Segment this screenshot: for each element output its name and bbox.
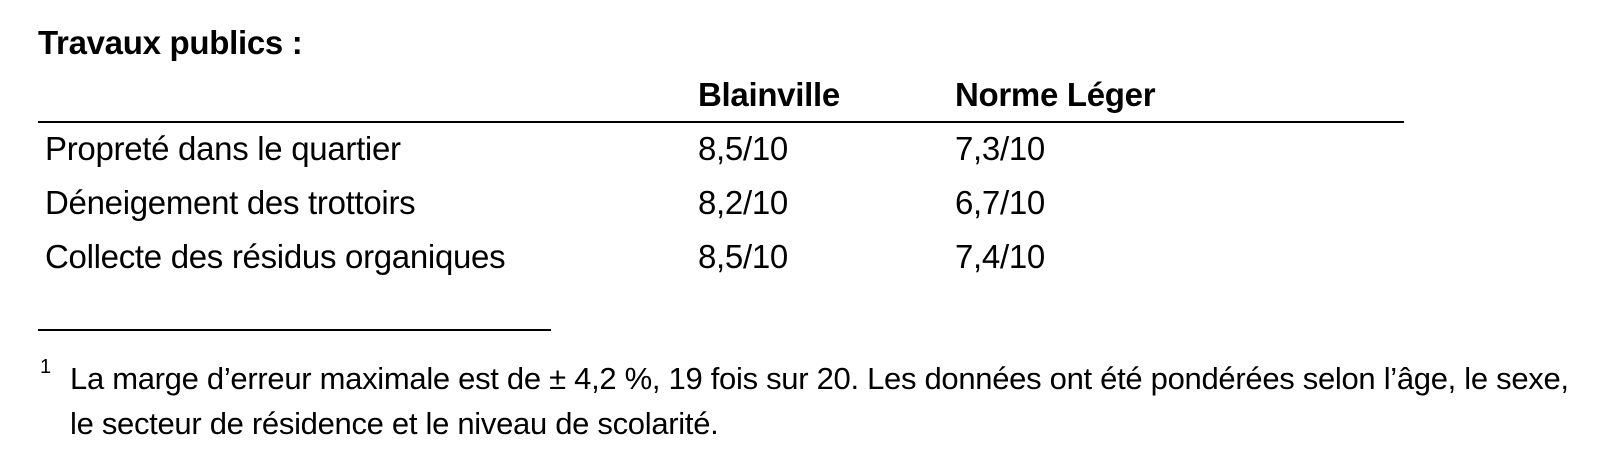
row-label: Collecte des résidus organiques [45, 238, 506, 275]
norme-leger-value: 7,4/10 [955, 238, 1045, 275]
table-row [0, 238, 1620, 292]
norme-leger-value: 7,3/10 [955, 130, 1045, 167]
table-row [0, 130, 1620, 184]
footnote-text: La marge d’erreur maximale est de ± 4,2 %, 19 fois sur 20. Les données ont été pondérées selon l’âge, le sexe, le secteur de résidence et le niveau de scolarité. [70, 361, 1569, 441]
column-header-norme-leger: Norme Léger [955, 76, 1156, 113]
section-title: Travaux publics : [38, 24, 303, 61]
column-header-blainville: Blainville [698, 76, 840, 113]
blainville-value: 8,5/10 [698, 238, 788, 275]
norme-leger-value: 6,7/10 [955, 184, 1045, 221]
blainville-value: 8,5/10 [698, 130, 788, 167]
footnote-mark: 1 [40, 356, 52, 378]
row-label: Propreté dans le quartier [45, 130, 401, 167]
blainville-value: 8,2/10 [698, 184, 788, 221]
row-label: Déneigement des trottoirs [45, 184, 416, 221]
header-rule [38, 121, 1404, 123]
table-row [0, 184, 1620, 238]
footnote-rule [38, 329, 551, 331]
